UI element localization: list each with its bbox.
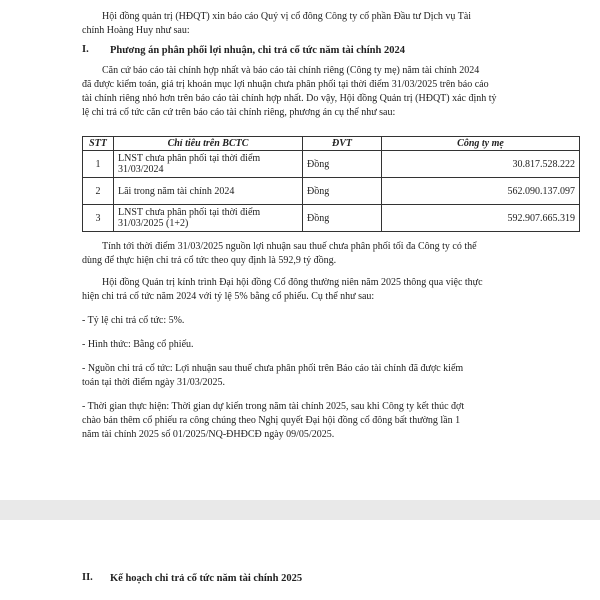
cell-stt: 1 bbox=[83, 151, 114, 178]
table-header-row bbox=[83, 137, 580, 151]
para3-line-2: hiện chi trả cổ tức năm 2024 với tỷ lệ 5% bằng cổ phiếu. Cụ thể như sau: bbox=[82, 291, 375, 302]
cell-item: LNST chưa phân phối tại thời điểm 31/03/2025 (1+2) bbox=[114, 205, 303, 232]
para1-line-2: đã được kiểm toán, giá trị khoản mục lợi nhuận chưa phân phối tại thời điểm 31/03/2025 trên báo cáo bbox=[82, 79, 489, 90]
header-item: Chỉ tiêu trên BCTC bbox=[114, 137, 303, 151]
section-1-title: Phương án phân phối lợi nhuận, chi trả cổ tức năm tài chính 2024 bbox=[110, 45, 405, 56]
bullet-source-line-2: toán tại thời điểm ngày 31/03/2025. bbox=[82, 377, 226, 388]
cell-stt: 2 bbox=[83, 178, 114, 205]
header-stt: STT bbox=[83, 137, 114, 151]
table-row bbox=[83, 151, 580, 178]
cell-item: LNST chưa phân phối tại thời điểm 31/03/2024 bbox=[114, 151, 303, 178]
cell-unit: Đồng bbox=[303, 178, 382, 205]
bullet-time-line-3: năm tài chính 2025 số 01/2025/NQ-ĐHĐCĐ ngày 09/05/2025. bbox=[82, 429, 335, 440]
bullet-form: - Hình thức: Bằng cổ phiếu. bbox=[82, 339, 194, 350]
cell-stt: 3 bbox=[83, 205, 114, 232]
intro-line-1: Hội đồng quản trị (HĐQT) xin báo cáo Quý vị cổ đông Công ty cổ phần Đầu tư Dịch vụ Tài bbox=[102, 11, 472, 22]
header-parent-company: Công ty mẹ bbox=[382, 137, 580, 151]
document-page-2 bbox=[0, 520, 600, 600]
cell-value: 592.907.665.319 bbox=[382, 205, 580, 232]
cell-item: Lãi trong năm tài chính 2024 bbox=[114, 178, 303, 205]
bullet-time-line-2: chào bán thêm cổ phiếu ra công chúng theo Nghị quyết Đại hội đồng cổ đông bất thường lần 1 bbox=[82, 415, 461, 426]
section-1-number: I. bbox=[82, 44, 89, 55]
para3-line-1: Hội đồng Quản trị kính trình Đại hội đồng Cổ đông thường niên năm 2025 thông qua việc thực bbox=[102, 277, 483, 288]
para2-line-1: Tính tới thời điểm 31/03/2025 nguồn lợi nhuận sau thuế chưa phân phối tối đa Công ty có thể bbox=[102, 241, 477, 252]
section-2-number: II. bbox=[82, 572, 93, 583]
profit-table bbox=[82, 136, 580, 232]
bullet-ratio: - Tỷ lệ chi trả cổ tức: 5%. bbox=[82, 315, 185, 326]
cell-unit: Đồng bbox=[303, 151, 382, 178]
para2-line-2: dùng để thực hiện chi trả cổ tức theo quy định là 592,9 tỷ đồng. bbox=[82, 255, 337, 266]
para1-line-4: lệ chi trả cổ tức căn cứ trên báo cáo tài chính riêng, phương án cụ thể như sau: bbox=[82, 107, 396, 118]
bullet-source-line-1: - Nguồn chi trả cổ tức: Lợi nhuận sau thuế chưa phân phối trên Báo cáo tài chính đã được kiểm bbox=[82, 363, 464, 374]
section-2-title: Kế hoạch chi trả cổ tức năm tài chính 2025 bbox=[110, 573, 303, 584]
para1-line-1: Căn cứ báo cáo tài chính hợp nhất và báo cáo tài chính riêng (Công ty mẹ) năm tài chính 2024 bbox=[102, 65, 480, 76]
table-row bbox=[83, 178, 580, 205]
cell-unit: Đồng bbox=[303, 205, 382, 232]
header-unit: ĐVT bbox=[303, 137, 382, 151]
cell-value: 30.817.528.222 bbox=[382, 151, 580, 178]
bullet-time-line-1: - Thời gian thực hiện: Thời gian dự kiến trong năm tài chính 2025, sau khi Công ty kết thúc đợt bbox=[82, 401, 465, 412]
table-row bbox=[83, 205, 580, 232]
para1-line-3: tài chính riêng nhỏ hơn trên báo cáo tài chính hợp nhất. Do vậy, Hội đồng Quản trị (HĐQT) xác định tỷ bbox=[82, 93, 497, 104]
cell-value: 562.090.137.097 bbox=[382, 178, 580, 205]
intro-line-2: chính Hoàng Huy như sau: bbox=[82, 25, 190, 36]
